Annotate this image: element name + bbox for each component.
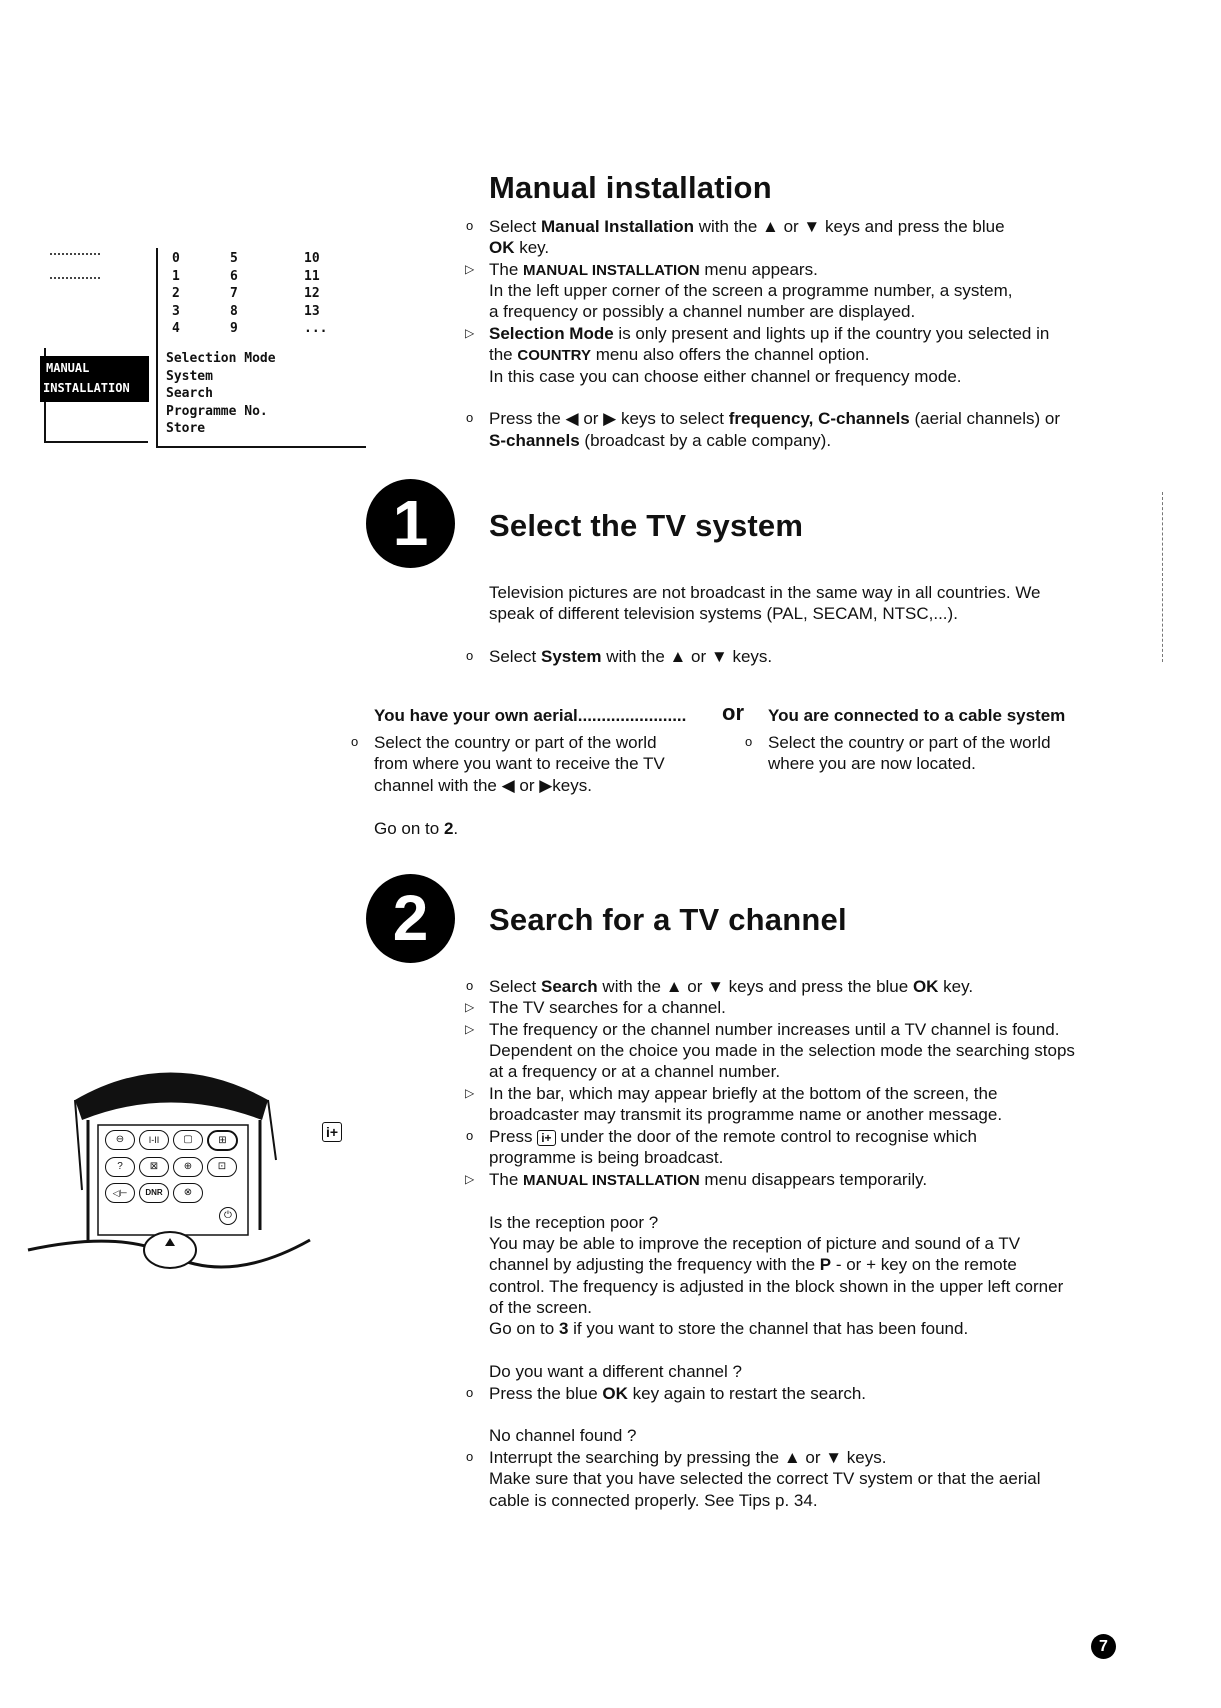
menu-item: System xyxy=(166,368,213,384)
remote-button: ⊡ xyxy=(207,1157,237,1177)
scan-edge-mark xyxy=(1162,492,1164,662)
remote-button: ⊠ xyxy=(139,1157,169,1177)
remote-control-illustration xyxy=(20,1050,320,1290)
step-1-number-circle: 1 xyxy=(366,479,455,568)
menu-item: Search xyxy=(166,386,213,401)
menu-item-list xyxy=(166,350,276,438)
remote-button: ⊖ xyxy=(105,1130,135,1150)
channel-number-grid: 0 5 10 1 6 11 2 7 12 3 8 13 4 9 ... xyxy=(172,251,328,336)
info-plus-key-icon: i+ xyxy=(537,1130,555,1146)
info-plus-key-icon: i+ xyxy=(322,1122,342,1142)
manual-step-1: o Select Manual Installation with the ▲ or ▼ keys and press the blue xyxy=(489,216,1005,238)
menu-item: Selection Mode xyxy=(166,351,276,366)
manual-installation-menu-label: MANUAL INSTALLATION xyxy=(40,356,149,402)
search-tv-channel-title: Search for a TV channel xyxy=(489,902,847,937)
menu-item: Programme No. xyxy=(166,403,268,419)
remote-button: DNR xyxy=(139,1183,169,1203)
menu-bottom-rule xyxy=(156,446,366,448)
remote-button: ⊗ xyxy=(173,1183,203,1203)
select-tv-system-title: Select the TV system xyxy=(489,508,804,543)
remote-button-grid xyxy=(105,1130,241,1203)
page-number: 7 xyxy=(1091,1634,1116,1659)
manual-installation-title: Manual installation xyxy=(489,170,772,205)
dotted-block xyxy=(50,253,100,279)
remote-button: ⊕ xyxy=(173,1157,203,1177)
or-separator: or xyxy=(722,700,744,725)
remote-button: ◁⊢ xyxy=(105,1183,135,1203)
remote-button: ⊞ xyxy=(207,1130,238,1151)
cable-heading: You are connected to a cable system xyxy=(768,706,1066,725)
remote-button: ? xyxy=(105,1157,135,1177)
remote-button: ▢ xyxy=(173,1130,203,1150)
step-2-number-circle: 2 xyxy=(366,874,455,963)
go-on-to-2: Go on to 2. xyxy=(374,819,459,838)
remote-button: I-II xyxy=(139,1130,169,1150)
power-icon: ⏻ xyxy=(219,1207,237,1225)
menu-item: Store xyxy=(166,421,206,436)
aerial-heading: You have your own aerial....................... xyxy=(374,706,687,725)
menu-bottom-left-rule xyxy=(44,441,148,443)
menu-vertical-rule xyxy=(156,248,158,448)
